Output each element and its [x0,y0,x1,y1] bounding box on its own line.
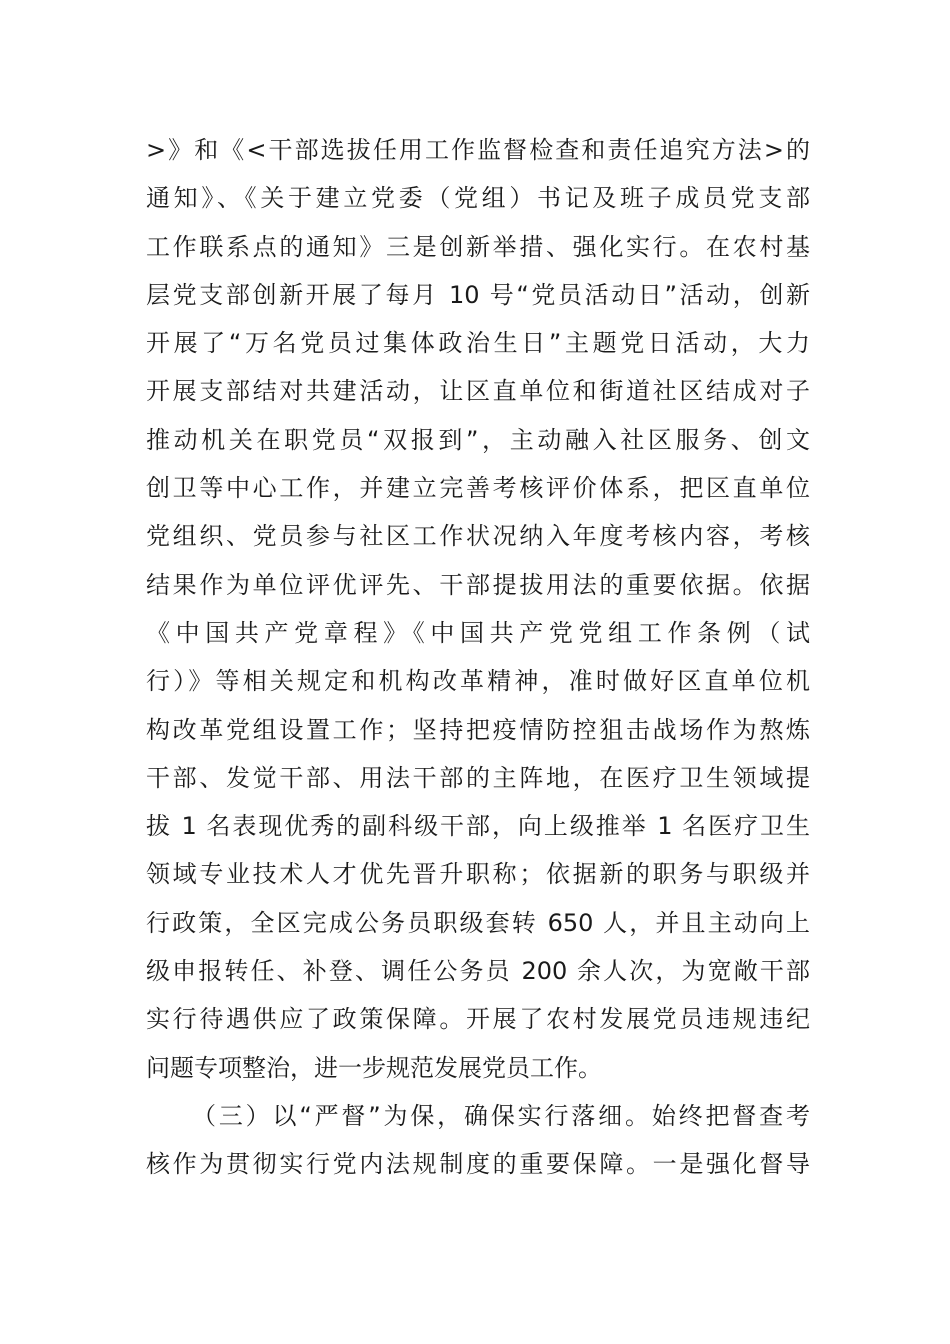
text-line: 通知》、《关于建立党委（党组）书记及班子成员党支部 [146,184,810,213]
text-line: >》和《<干部选拔任用工作监督检查和责任追究方法>的 [146,136,810,164]
text-line: 行政策，全区完成公务员职级套转 650 人，并且主动向上 [146,908,810,937]
text-line: 《中国共产党章程》《中国共产党党组工作条例（试 [146,618,810,647]
text-line: 拔 1 名表现优秀的副科级干部，向上级推举 1 名医疗卫生 [146,812,810,841]
text-line: 创卫等中心工作，并建立完善考核评价体系，把区直单位 [146,474,810,503]
text-line: 工作联系点的通知》三是创新举措、强化实行。在农村基 [146,232,810,261]
text-line: 领域专业技术人才优先晋升职称；依据新的职务与职级并 [146,860,810,889]
text-line: 级申报转任、补登、调任公务员 200 余人次，为宽敞干部 [146,957,810,986]
text-line: 干部、发觉干部、用法干部的主阵地，在医疗卫生领域提 [146,763,810,792]
paragraph-end-line: 问题专项整治，进一步规范发展党员工作。 [146,1053,602,1082]
text-line: 行）》等相关规定和机构改革精神，准时做好区直单位机 [146,667,810,696]
body-text [146,126,810,1189]
text-line: 党组织、党员参与社区工作状况纳入年度考核内容，考核 [146,522,810,551]
text-line: 构改革党组设置工作；坚持把疫情防控狙击战场作为熬炼 [146,715,810,744]
text-line: 结果作为单位评优评先、干部提拔用法的重要依据。依据 [146,570,810,599]
text-line: 开展了“万名党员过集体政治生日”主题党日活动，大力 [146,329,810,358]
text-line: 推动机关在职党员“双报到”，主动融入社区服务、创文 [146,425,810,454]
text-line: 开展支部结对共建活动，让区直单位和街道社区结成对子 [146,377,810,406]
text-line: 核作为贯彻实行党内法规制度的重要保障。一是强化督导 [146,1150,810,1179]
section-heading-line: （三）以“严督”为保，确保实行落细。始终把督查考 [192,1101,810,1130]
text-line: 实行待遇供应了政策保障。开展了农村发展党员违规违纪 [146,1005,810,1034]
text-line: 层党支部创新开展了每月 10 号“党员活动日”活动，创新 [146,280,810,309]
